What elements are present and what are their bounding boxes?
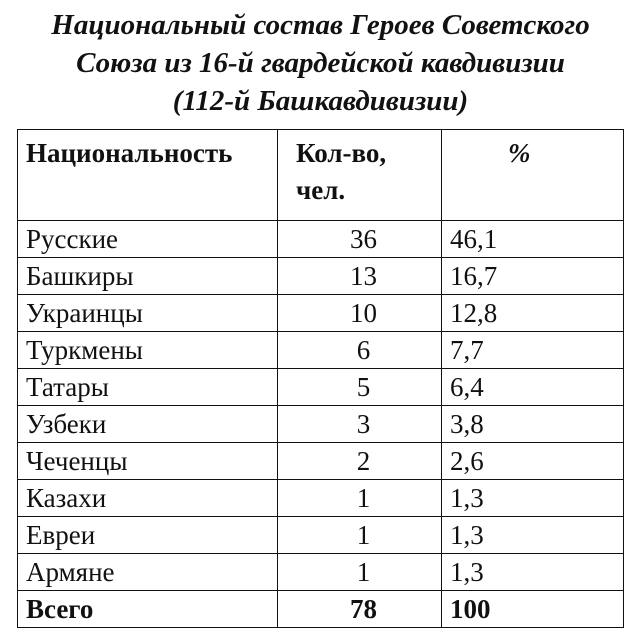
cell-percent: 7,7 bbox=[442, 332, 624, 369]
cell-count: 6 bbox=[278, 332, 442, 369]
cell-percent: 1,3 bbox=[442, 517, 624, 554]
header-count: Кол-во, чел. bbox=[278, 130, 442, 221]
table-row bbox=[18, 332, 624, 369]
cell-count: 1 bbox=[278, 517, 442, 554]
table-row bbox=[18, 221, 624, 258]
table-row bbox=[18, 480, 624, 517]
title-line-3: (112-й Башкавдивизии) bbox=[172, 85, 469, 117]
nationality-table bbox=[17, 129, 624, 628]
cell-count: 10 bbox=[278, 295, 442, 332]
table-body bbox=[18, 221, 624, 628]
cell-percent: 12,8 bbox=[442, 295, 624, 332]
cell-nationality: Туркмены bbox=[18, 332, 278, 369]
cell-percent: 1,3 bbox=[442, 554, 624, 591]
cell-nationality: Чеченцы bbox=[18, 443, 278, 480]
table-row bbox=[18, 406, 624, 443]
table-row bbox=[18, 443, 624, 480]
cell-nationality: Русские bbox=[18, 221, 278, 258]
table-total-row bbox=[18, 591, 624, 628]
table-row bbox=[18, 258, 624, 295]
table-header-row bbox=[18, 130, 624, 221]
header-percent: % bbox=[442, 130, 624, 221]
cell-percent: 2,6 bbox=[442, 443, 624, 480]
cell-nationality: Евреи bbox=[18, 517, 278, 554]
title-line-1: Национальный состав Героев Советского bbox=[51, 9, 590, 41]
cell-nationality: Узбеки bbox=[18, 406, 278, 443]
cell-count: 13 bbox=[278, 258, 442, 295]
cell-nationality: Татары bbox=[18, 369, 278, 406]
page-title bbox=[0, 6, 641, 120]
title-line-2: Союза из 16-й гвардейской кавдивизии bbox=[76, 47, 565, 79]
cell-percent: 3,8 bbox=[442, 406, 624, 443]
cell-count: 1 bbox=[278, 480, 442, 517]
table-row bbox=[18, 295, 624, 332]
table-row bbox=[18, 554, 624, 591]
cell-count: 5 bbox=[278, 369, 442, 406]
cell-percent: 6,4 bbox=[442, 369, 624, 406]
cell-count: 1 bbox=[278, 554, 442, 591]
cell-nationality: Украинцы bbox=[18, 295, 278, 332]
table-row bbox=[18, 369, 624, 406]
cell-percent: 16,7 bbox=[442, 258, 624, 295]
header-nationality: Национальность bbox=[18, 130, 278, 221]
total-percent: 100 bbox=[442, 591, 624, 628]
cell-nationality: Башкиры bbox=[18, 258, 278, 295]
cell-count: 36 bbox=[278, 221, 442, 258]
table-row bbox=[18, 517, 624, 554]
cell-percent: 46,1 bbox=[442, 221, 624, 258]
cell-nationality: Казахи bbox=[18, 480, 278, 517]
cell-nationality: Армяне bbox=[18, 554, 278, 591]
total-count: 78 bbox=[278, 591, 442, 628]
cell-count: 3 bbox=[278, 406, 442, 443]
cell-percent: 1,3 bbox=[442, 480, 624, 517]
total-label: Всего bbox=[18, 591, 278, 628]
cell-count: 2 bbox=[278, 443, 442, 480]
